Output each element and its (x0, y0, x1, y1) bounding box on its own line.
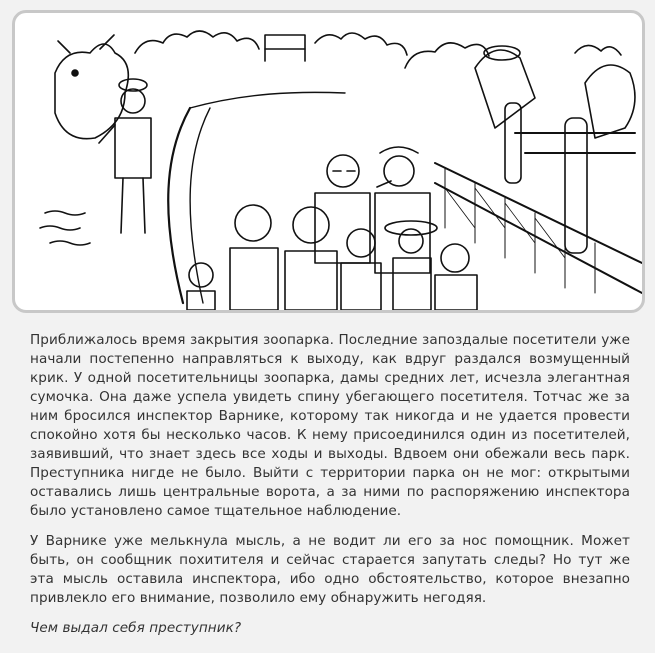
illustration-frame (12, 10, 645, 313)
story-paragraph-1: Приближалось время закрытия зоопарка. Последние запоздалые посетители уже начали постепенно направляться к выходу, как вдруг раздался возмущенный крик. У одной посетительницы зоопарка, дамы средних лет, исчезла элегантная сумочка. Она даже успела увидеть спину убегающего посетителя. Тотчас же за ним бросился инспектор Варнике, которому так никогда и не удается провести спокойно хотя бы несколько часов. К нему присоединился один из посетителей, заявивший, что знает здесь все ходы и выходы. Вдвоем они обежали весь парк. Преступника нигде не было. Выйти с территории парка он не мог: открытыми оставались лишь центральные ворота, а за ними по распоряжению инспектора было установлено самое тщательное наблюдение. (30, 332, 630, 519)
zoo-illustration (15, 13, 642, 310)
story-paragraph-2: У Варнике уже мелькнула мысль, а не водит ли его за нос помощник. Может быть, он сообщник похитителя и сейчас старается запутать следы? Но тут же эта мысль оставила инспектора, ибо одно обстоятельство, которое внезапно привлекло его внимание, позволило ему обнаружить негодяя. (30, 533, 630, 606)
story-question: Чем выдал себя преступник? (30, 620, 242, 636)
story-text (30, 331, 630, 649)
